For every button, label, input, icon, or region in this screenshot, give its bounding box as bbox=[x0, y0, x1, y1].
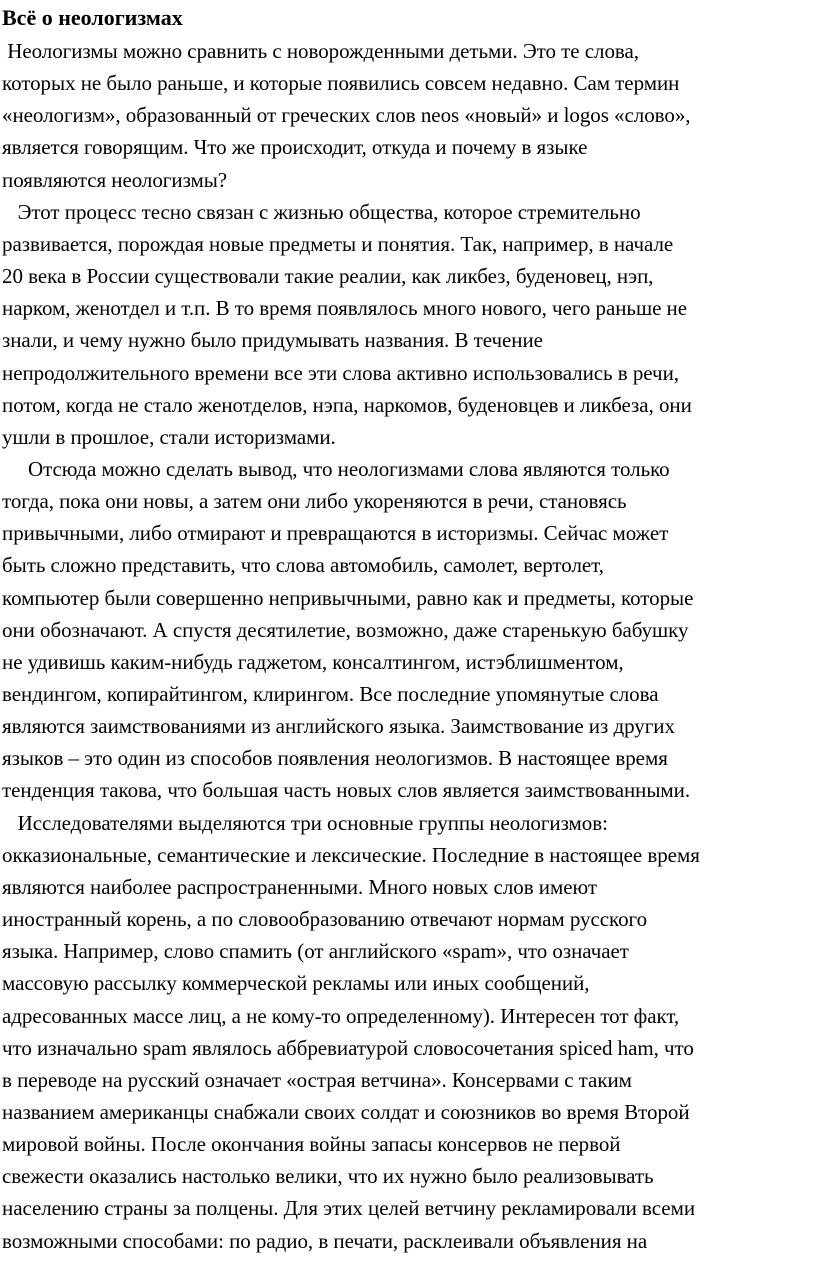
text-line: непродолжительного времени все эти слова активно использовались в речи, bbox=[2, 360, 679, 385]
text-line: тенденция такова, что большая часть новых слов является заимствованными. bbox=[2, 778, 691, 803]
text-line: языка. Например, слово спамить (от английского «spam», что означает bbox=[2, 939, 629, 964]
text-line: массовую рассылку коммерческой рекламы или иных сообщений, bbox=[2, 971, 590, 996]
text-line: развивается, порождая новые предметы и понятия. Так, например, в начале bbox=[2, 231, 674, 256]
text-line: появляются неологизмы? bbox=[2, 167, 228, 192]
text-line: привычными, либо отмирают и превращаются в историзмы. Сейчас может bbox=[2, 521, 669, 546]
text-line: иностранный корень, а по словообразованию отвечают нормам русского bbox=[2, 907, 648, 932]
text-line: тогда, пока они новы, а затем они либо укореняются в речи, становясь bbox=[2, 489, 627, 514]
text-line: потом, когда не стало женотделов, нэпа, наркомов, буденовцев и ликбеза, они bbox=[2, 392, 692, 417]
text-line: мировой войны. После окончания войны запасы консервов не первой bbox=[2, 1132, 621, 1157]
text-line: языков – это один из способов появления неологизмов. В настоящее время bbox=[2, 746, 668, 771]
text-line: нарком, женотдел и т.п. В то время появлялось много нового, чего раньше не bbox=[2, 296, 688, 321]
text-line: что изначально spam являлось аббревиатурой словосочетания spiced ham, что bbox=[2, 1035, 694, 1060]
text-line: которых не было раньше, и которые появились совсем недавно. Сам термин bbox=[2, 71, 680, 96]
text-line: знали, и чему нужно было придумывать названия. В течение bbox=[2, 328, 543, 353]
text-line: Исследователями выделяются три основные группы неологизмов: bbox=[2, 810, 608, 835]
text-line: являются наиболее распространенными. Много новых слов имеют bbox=[2, 874, 597, 899]
text-line: «неологизм», образованный от греческих слов neos «новый» и logos «слово», bbox=[2, 103, 691, 128]
text-line: возможными способами: по радио, в печати, расклеивали объявления на bbox=[2, 1228, 648, 1253]
text-line: ушли в прошлое, стали историзмами. bbox=[2, 424, 336, 449]
text-line: Неологизмы можно сравнить с новорожденными детьми. Это те слова, bbox=[2, 39, 639, 63]
text-line: свежести оказались настолько велики, что их нужно было реализовывать bbox=[2, 1164, 654, 1189]
text-line: населению страны за полцены. Для этих целей ветчину рекламировали всеми bbox=[2, 1196, 696, 1221]
text-line: они обозначают. А спустя десятилетие, возможно, даже старенькую бабушку bbox=[2, 617, 689, 642]
text-line: адресованных массе лиц, а не кому-то определенному). Интересен тот факт, bbox=[2, 1003, 680, 1028]
text-line: быть сложно представить, что слова автомобиль, самолет, вертолет, bbox=[2, 553, 604, 578]
text-line: являются заимствованиями из английского языка. Заимствование из других bbox=[2, 714, 675, 739]
text-line: Этот процесс тесно связан с жизнью общества, которое стремительно bbox=[2, 199, 641, 224]
text-line: является говорящим. Что же происходит, откуда и почему в языке bbox=[2, 135, 588, 160]
text-line: вендингом, копирайтингом, клирингом. Все последние упомянутые слова bbox=[2, 682, 659, 706]
text-line: Отсюда можно сделать вывод, что неологизмами слова являются только bbox=[2, 456, 670, 481]
text-line: не удивишь каким-нибудь гаджетом, консалтингом, истэблишментом, bbox=[2, 649, 624, 674]
text-line: в переводе на русский означает «острая ветчина». Консервами с таким bbox=[2, 1067, 632, 1092]
document-title: Всё о неологизмах bbox=[2, 5, 183, 30]
text-line: названием американцы снабжали своих солдат и союзников во время Второй bbox=[2, 1099, 690, 1124]
text-line: окказиональные, семантические и лексические. Последние в настоящее время bbox=[2, 842, 700, 867]
text-line: компьютер были совершенно непривычными, равно как и предметы, которые bbox=[2, 585, 694, 610]
text-line: 20 века в России существовали такие реалии, как ликбез, буденовец, нэп, bbox=[2, 264, 654, 289]
